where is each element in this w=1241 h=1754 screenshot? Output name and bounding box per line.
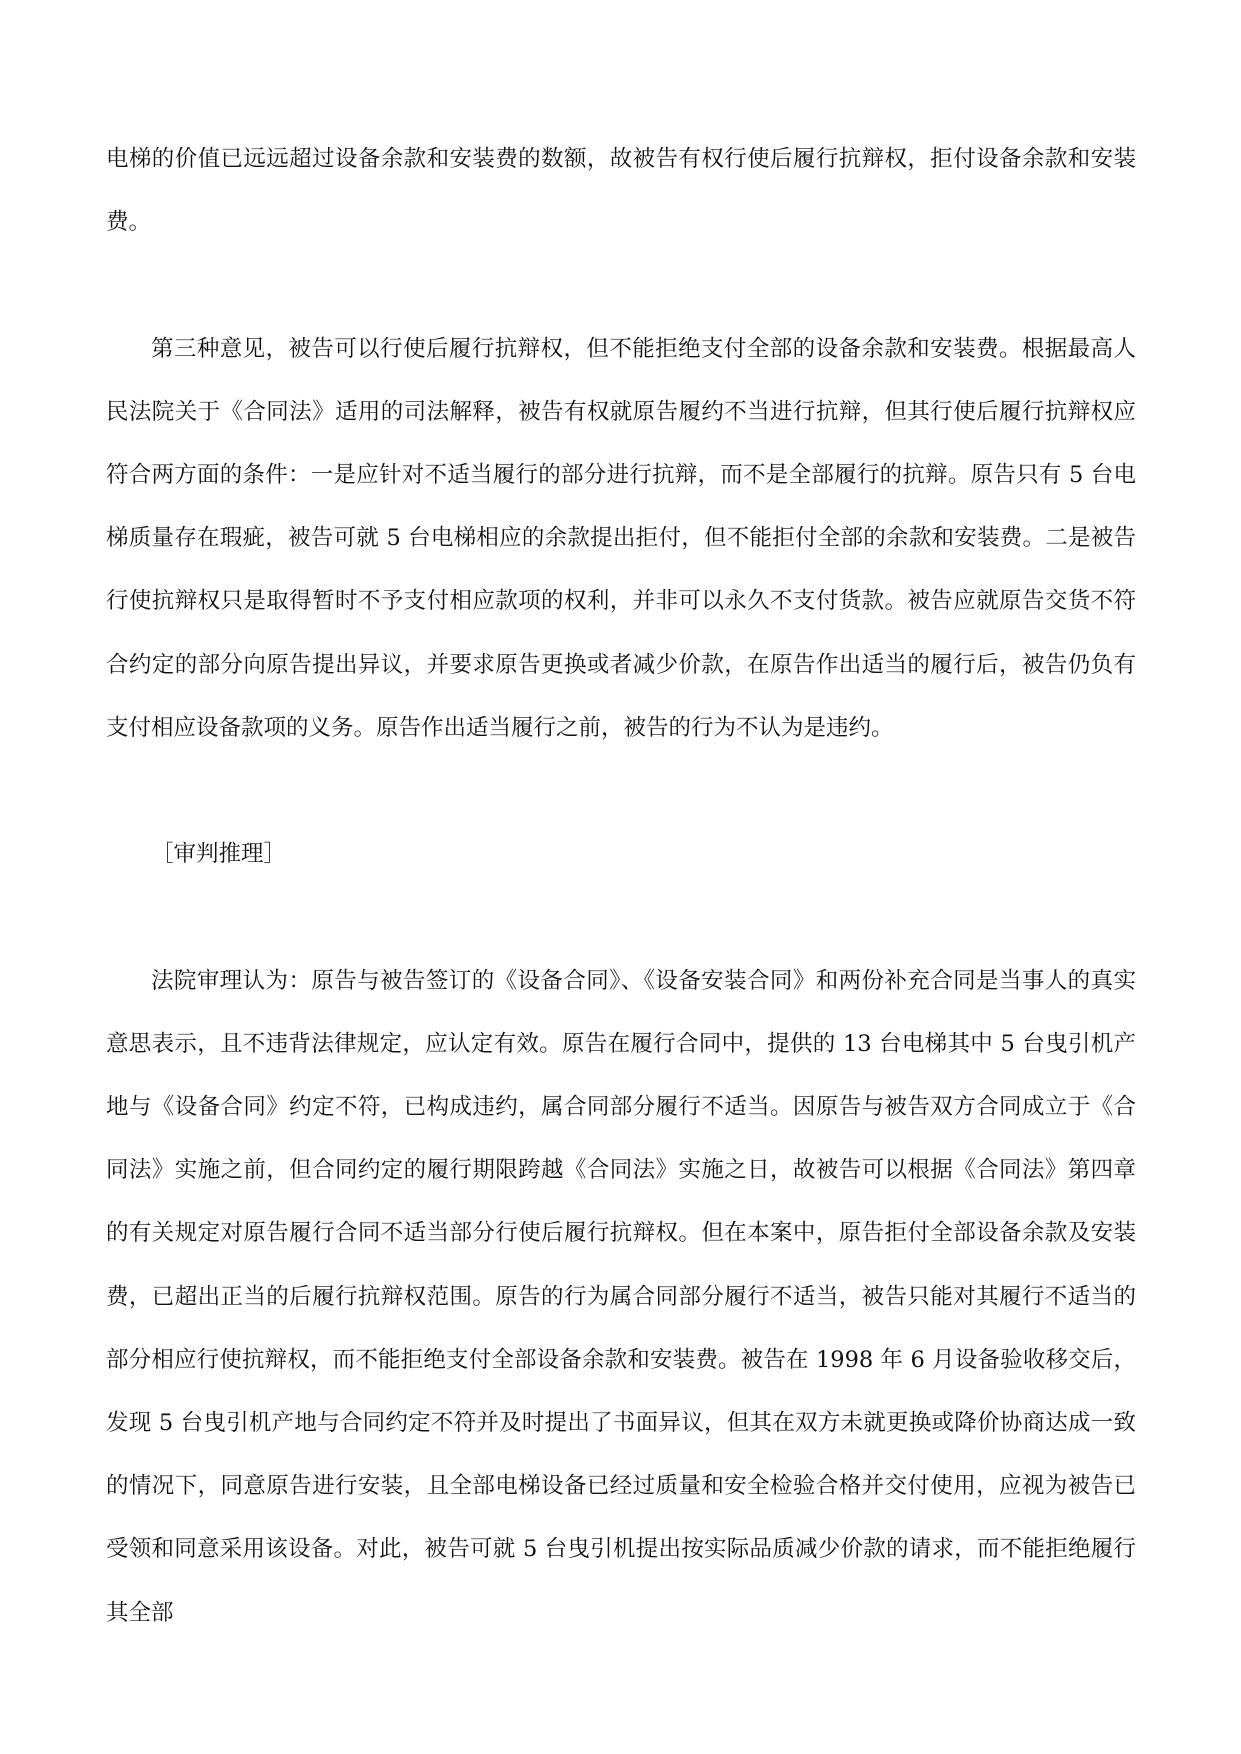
paragraph-spacer bbox=[106, 760, 1136, 823]
paragraph-spacer bbox=[106, 886, 1136, 949]
paragraph-court-reasoning: 法院审理认为：原告与被告签订的《设备合同》、《设备安装合同》和两份补充合同是当事人的真实意思表示，且不违背法律规定，应认定有效。原告在履行合同中，提供的 13 台电梯其中 5 台曳引机产地与《设备合同》约定不符，已构成违约，属合同部分履行不适当。因原告与被告双方合同成立于《合同法》实施之前，但合同约定的履行期限跨越《合同法》实施之日，故被告可以根据《合同法》第四章的有关规定对原告履行合同不适当部分行使后履行抗辩权。但在本案中，原告拒付全部设备余款及安装费，已超出正当的后履行抗辩权范围。原告的行为属合同部分履行不适当，被告只能对其履行不适当的部分相应行使抗辩权，而不能拒绝支付全部设备余款和安装费。被告在 1998 年 6 月设备验收移交后，发现 5 台曳引机产地与合同约定不符并及时提出了书面异议，但其在双方未就更换或降价协商达成一致的情况下，同意原告进行安装，且全部电梯设备已经过质量和安全检验合格并交付使用，应视为被告已受领和同意采用该设备。对此，被告可就 5 台曳引机提出按实际品质减少价款的请求，而不能拒绝履行其全部 bbox=[106, 967, 1136, 1626]
paragraph-third-opinion: 第三种意见，被告可以行使后履行抗辩权，但不能拒绝支付全部的设备余款和安装费。根据最高人民法院关于《合同法》适用的司法解释，被告有权就原告履约不当进行抗辩，但其行使后履行抗辩权应符合两方面的条件：一是应针对不适当履行的部分进行抗辩，而不是全部履行的抗辩。原告只有 5 台电梯质量存在瑕疵，被告可就 5 台电梯相应的余款提出拒付，但不能拒付全部的余款和安装费。二是被告行使抗辩权只是取得暂时不予支付相应款项的权利，并非可以永久不支付货款。被告应就原告交货不符合约定的部分向原告提出异议，并要求原告更换或者减少价款，在原告作出适当的履行后，被告仍负有支付相应设备款项的义务。原告作出适当履行之前，被告的行为不认为是违约。 bbox=[106, 335, 1136, 741]
document-body bbox=[106, 128, 1136, 1645]
paragraph-spacer bbox=[106, 254, 1136, 317]
paragraph-continuation: 电梯的价值已远远超过设备余款和安装费的数额，故被告有权行使后履行抗辩权，拒付设备余款和安装费。 bbox=[106, 146, 1136, 236]
section-heading-trial-reasoning: ［审判推理］ bbox=[151, 841, 287, 868]
